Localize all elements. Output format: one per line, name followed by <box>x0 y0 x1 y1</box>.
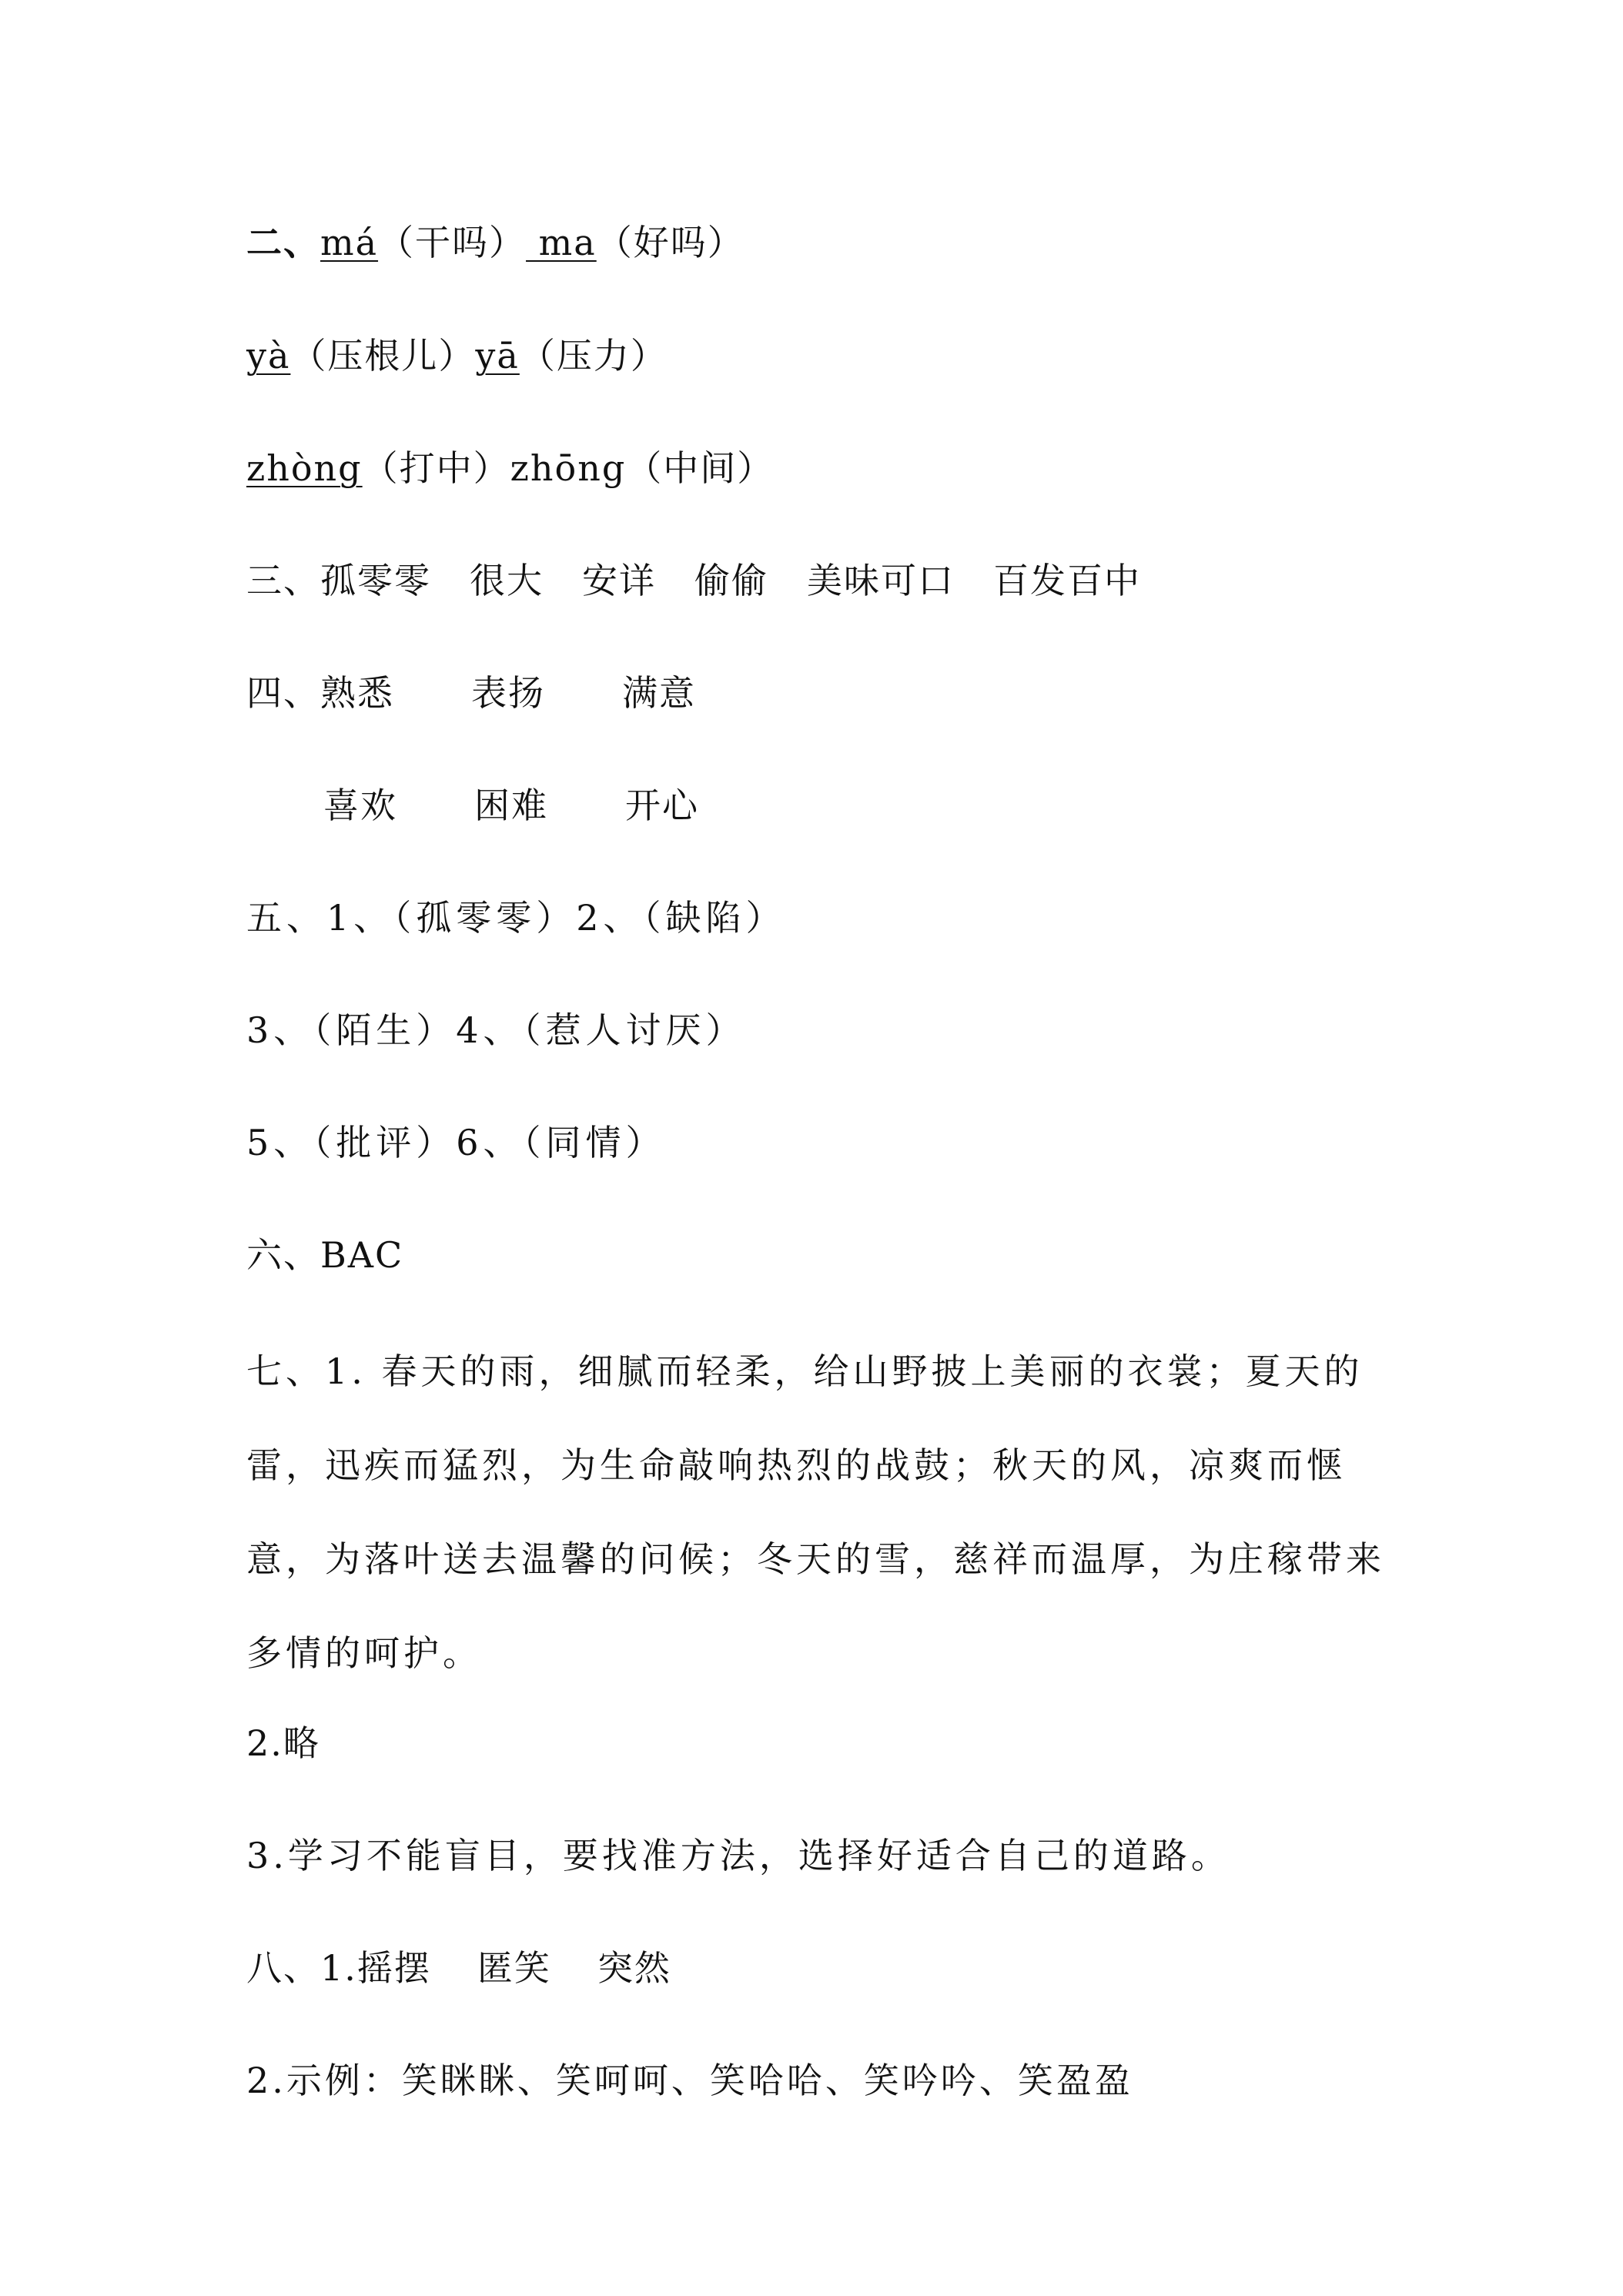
sec2-row1 <box>246 219 745 266</box>
word: 开心 <box>625 785 699 826</box>
pinyin: má <box>320 222 379 263</box>
word: （压力） <box>519 335 668 377</box>
word: 很大 <box>470 560 544 601</box>
word: 偷偷 <box>694 560 768 601</box>
word: （打中） <box>362 447 510 489</box>
sec8-row1 <box>246 1945 671 1991</box>
word: 困难 <box>474 785 548 826</box>
word: （干吗） <box>378 222 527 263</box>
sec3-row <box>246 557 1141 604</box>
word: 喜欢 <box>323 785 397 826</box>
pinyin: zhòng <box>246 447 363 489</box>
sec7-item3: 3.学习不能盲目，要找准方法，选择好适合自己的道路。 <box>246 1835 1230 1876</box>
sec5-row2: 3、（陌生）4、（惹人讨厌） <box>246 1009 746 1051</box>
word: 表扬 <box>471 672 545 714</box>
sec2-label: 二、 <box>246 222 320 263</box>
word: （好吗） <box>596 222 745 263</box>
answer-line: 1、（孤零零）2、（缺陷） <box>326 897 786 939</box>
pinyin: yà <box>246 335 291 377</box>
sec8-item2: 2.示例：笑眯眯、笑呵呵、笑哈哈、笑吟吟、笑盈盈 <box>246 2060 1133 2101</box>
sec5-row3: 5、（批评）6、（同情） <box>246 1122 666 1163</box>
sec4-row2 <box>323 782 699 828</box>
sec2-row3 <box>246 445 774 491</box>
word: 匿笑 <box>477 1947 551 1989</box>
word: 满意 <box>622 672 696 714</box>
sec7-item2: 2.略 <box>246 1722 320 1764</box>
word: 摇摆 <box>356 1947 431 1989</box>
word: （压根儿） <box>290 335 476 377</box>
sec4-label: 四、 <box>246 672 320 714</box>
word: 安详 <box>582 560 656 601</box>
pinyin: zhōng <box>510 447 627 489</box>
pinyin: yā <box>475 335 520 377</box>
sec2-row2 <box>246 333 668 379</box>
sec7-item1: 七、1. 春天的雨，细腻而轻柔，给山野披上美丽的衣裳；夏天的雷，迅疾而猛烈，为生命敲响热烈的战鼓；秋天的风，凉爽而惬意，为落叶送去温馨的问候；冬天的雪，慈祥而温厚，为庄稼带来多情的呵护。 <box>246 1350 1385 1674</box>
word: 百发百中 <box>993 560 1141 601</box>
sec3-label: 三、 <box>246 560 320 601</box>
pinyin: ma <box>526 222 597 263</box>
sec8-label: 八、1. <box>246 1947 357 1989</box>
word: 美味可口 <box>807 560 955 601</box>
word: （中间） <box>626 447 775 489</box>
sec5-row1 <box>246 895 786 941</box>
word: 熟悉 <box>320 672 394 714</box>
sec6-row: 六、BAC <box>246 1234 404 1276</box>
sec5-label: 五、 <box>246 897 326 939</box>
word: 孤零零 <box>320 560 431 601</box>
sec4-row1 <box>246 670 696 716</box>
word: 突然 <box>597 1947 671 1989</box>
